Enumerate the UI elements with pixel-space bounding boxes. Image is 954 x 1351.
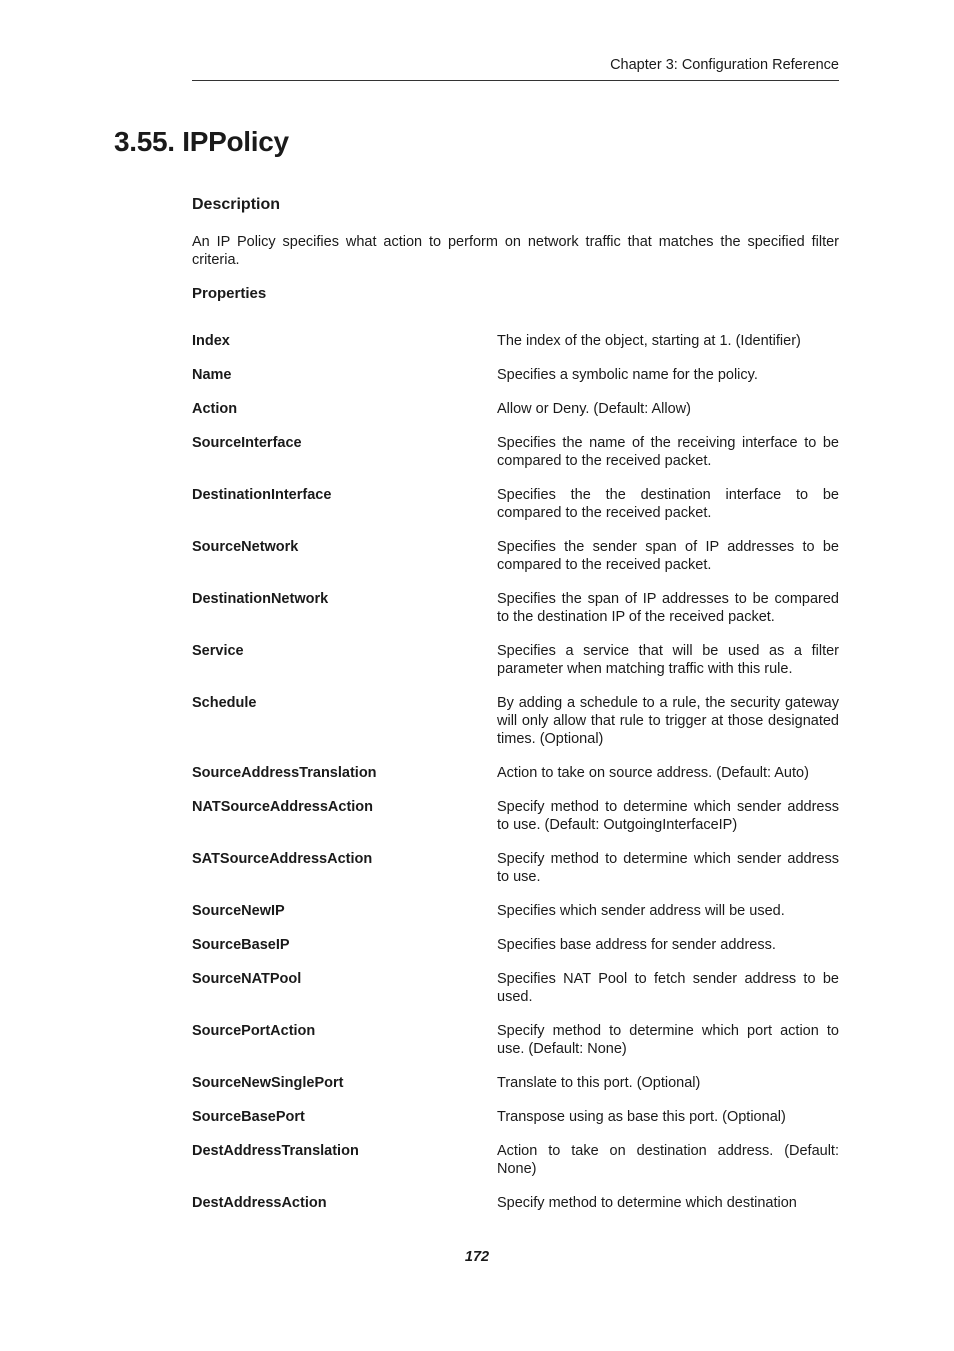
property-row — [192, 902, 839, 920]
property-description: The index of the object, starting at 1. (Identifier) — [497, 333, 801, 349]
property-row — [192, 332, 839, 350]
property-description: Specifies NAT Pool to fetch sender address to be used. — [497, 971, 839, 1005]
property-row — [192, 798, 839, 834]
property-row — [192, 1142, 839, 1178]
property-description: Specifies base address for sender address. — [497, 937, 776, 953]
properties-list — [192, 332, 839, 1228]
property-name: NATSourceAddressAction — [192, 799, 374, 815]
property-row — [192, 1074, 839, 1092]
property-row — [192, 1108, 839, 1126]
description-text: An IP Policy specifies what action to perform on network traffic that matches the specified filter criteria. — [192, 234, 839, 268]
property-name: SourceBaseIP — [192, 937, 290, 953]
property-row — [192, 366, 839, 384]
property-description: Specifies a service that will be used as a filter parameter when matching traffic with this rule. — [497, 643, 839, 677]
page-number: 172 — [464, 1249, 490, 1265]
property-name: DestinationNetwork — [192, 591, 329, 607]
property-row — [192, 642, 839, 678]
property-description: Action to take on source address. (Default: Auto) — [497, 765, 809, 781]
property-row — [192, 936, 839, 954]
property-name: SourceNetwork — [192, 539, 299, 555]
property-description: Specifies the span of IP addresses to be compared to the destination IP of the received packet. — [497, 591, 839, 625]
property-description: Allow or Deny. (Default: Allow) — [497, 401, 691, 417]
description-heading: Description — [192, 196, 281, 213]
property-name: DestAddressAction — [192, 1195, 327, 1211]
property-name: SourceNewSinglePort — [192, 1075, 344, 1091]
property-row — [192, 970, 839, 1006]
property-name: Index — [192, 333, 230, 349]
property-name: SourceNewIP — [192, 903, 285, 919]
header-divider — [192, 80, 839, 81]
property-description: Specifies a symbolic name for the policy. — [497, 367, 758, 383]
property-description: By adding a schedule to a rule, the security gateway will only allow that rule to trigger at those designated times. (Optional) — [497, 695, 839, 747]
property-row — [192, 400, 839, 418]
property-row — [192, 486, 839, 522]
property-row — [192, 1194, 839, 1212]
running-header: Chapter 3: Configuration Reference — [610, 57, 839, 73]
property-description: Specify method to determine which sender address to use. (Default: OutgoingInterfaceIP) — [497, 799, 839, 833]
property-row — [192, 1022, 839, 1058]
property-name: Service — [192, 643, 244, 659]
property-row — [192, 850, 839, 886]
properties-heading: Properties — [192, 285, 267, 302]
property-name: SourceNATPool — [192, 971, 302, 987]
property-name: DestAddressTranslation — [192, 1143, 359, 1159]
property-row — [192, 694, 839, 748]
property-row — [192, 434, 839, 470]
property-description: Specifies the name of the receiving interface to be compared to the received packet. — [497, 435, 839, 469]
property-description: Specify method to determine which sender address to use. — [497, 851, 839, 885]
property-description: Action to take on destination address. (Default: None) — [497, 1143, 839, 1177]
property-name: SourceAddressTranslation — [192, 765, 377, 781]
property-row — [192, 764, 839, 782]
property-description: Specifies the the destination interface to be compared to the received packet. — [497, 487, 839, 521]
property-name: SourceInterface — [192, 435, 302, 451]
property-name: SourcePortAction — [192, 1023, 316, 1039]
property-name: SourceBasePort — [192, 1109, 305, 1125]
property-name: Name — [192, 367, 232, 383]
property-description: Specifies which sender address will be used. — [497, 903, 785, 919]
property-description: Specify method to determine which destination — [497, 1195, 797, 1211]
property-name: Schedule — [192, 695, 257, 711]
property-description: Specify method to determine which port action to use. (Default: None) — [497, 1023, 839, 1057]
property-description: Translate to this port. (Optional) — [497, 1075, 701, 1091]
property-name: DestinationInterface — [192, 487, 332, 503]
property-description: Transpose using as base this port. (Optional) — [497, 1109, 786, 1125]
property-description: Specifies the sender span of IP addresses to be compared to the received packet. — [497, 539, 839, 573]
property-name: Action — [192, 401, 238, 417]
property-row — [192, 538, 839, 574]
property-name: SATSourceAddressAction — [192, 851, 373, 867]
section-title: 3.55. IPPolicy — [114, 126, 289, 157]
property-row — [192, 590, 839, 626]
